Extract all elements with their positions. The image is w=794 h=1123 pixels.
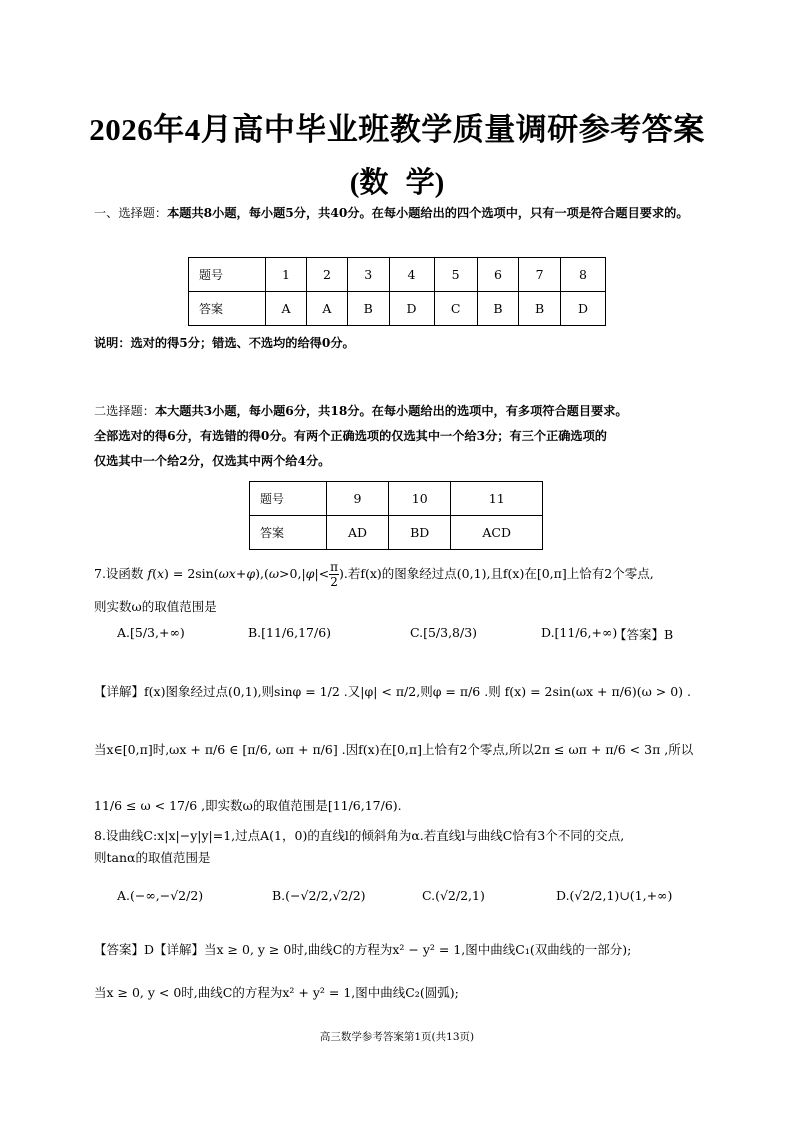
section2-label: 二选择题： [94, 404, 155, 418]
table-cell: 2 [306, 258, 347, 292]
q7-detail-line1 [94, 679, 714, 705]
q8-option-a: A.(−∞,−√2/2) [117, 888, 204, 903]
table-header-cell: 题号 [189, 258, 266, 292]
q8-option-d: D.(√2/2,1)∪(1,+∞) [556, 888, 673, 903]
section1-instruction [94, 201, 704, 226]
page-subtitle: (数 学) [349, 167, 445, 199]
table-cell: D [560, 292, 605, 326]
table-row [250, 482, 543, 516]
table-cell: 4 [389, 258, 434, 292]
section2-line2: 全部选对的得6分，有选错的得0分。有两个正确选项的仅选其中一个给3分；有三个正确选项的 [94, 429, 607, 443]
table-cell: ACD [451, 516, 543, 550]
section1-label: 一、选择题： [94, 206, 168, 220]
section1-text: 本题共8小题，每小题5分，共40分。在每小题给出的四个选项中，只有一项是符合题目要求的。 [167, 206, 689, 220]
table-row [189, 292, 606, 326]
section2-instruction [94, 399, 714, 474]
q8-stem-line2: 则tanα的取值范围是 [94, 850, 211, 865]
table-cell: 9 [327, 482, 389, 516]
table-cell: D [389, 292, 434, 326]
table-cell: BD [388, 516, 450, 550]
q8-stem-line1: 8.设曲线C:x|x|−y|y|=1,过点A(1，0)的直线l的倾斜角为α.若直线l与曲线C恰有3个不同的交点, [94, 828, 625, 843]
q7-answer: 【答案】B [614, 627, 674, 642]
q7-option-c: C.[5/3,8/3) [410, 625, 478, 640]
table-row [250, 516, 543, 550]
q7-stem-line2: 则实数ω的取值范围是 [94, 599, 217, 614]
table-cell: 6 [477, 258, 519, 292]
table-cell: B [477, 292, 519, 326]
table-cell: A [306, 292, 347, 326]
table-cell: 11 [451, 482, 543, 516]
table-cell: 5 [434, 258, 477, 292]
table-cell: AD [327, 516, 389, 550]
table-cell: A [266, 292, 307, 326]
q7-option-d: D.[11/6,+∞) [541, 625, 618, 640]
table-cell: 3 [347, 258, 389, 292]
q8-detail-line2: 当x ≥ 0, y < 0时,曲线C的方程为x² + y² = 1,图中曲线C₂(圆弧); [94, 985, 459, 1000]
section2-answer-table [249, 481, 543, 550]
q7-stem-prefix: 7.设函数 [94, 566, 144, 581]
table-row [189, 258, 606, 292]
q7-option-a: A.[5/3,+∞) [117, 625, 185, 640]
q7-option-b: B.[11/6,17/6) [248, 625, 332, 640]
table-header-cell: 答案 [250, 516, 327, 550]
q7-detail-line3: 11/6 ≤ ω < 17/6 ,即实数ω的取值范围是[11/6,17/6). [94, 798, 402, 813]
table-cell: 1 [266, 258, 307, 292]
section1-note [94, 331, 704, 356]
section2-line1: 本大题共3小题，每小题6分，共18分。在每小题给出的选项中，有多项符合题目要求。 [154, 404, 628, 418]
q7-detail-label: 【详解】 [94, 684, 145, 699]
page-footer: 高三数学参考答案第1页(共13页) [319, 1031, 475, 1043]
table-header-cell: 题号 [250, 482, 327, 516]
table-cell: C [434, 292, 477, 326]
table-cell: B [519, 292, 561, 326]
q7-detail-text1: f(x)图象经过点(0,1),则sinφ = 1/2 .又|φ| < π/2,则φ = π/6 .则 f(x) = 2sin(ωx + π/6)(ω > 0) . [144, 684, 692, 699]
table-cell: B [347, 292, 389, 326]
q7-stem: 7.设函数 f(x) = 2sin(ωx+φ),(ω>0,|φ|< $\frac{\pi}{2}$ ).若f(x)的图象经过点(0,1),且f(x)在[0,π]上恰有2个零点, [94, 560, 654, 589]
page-title: 2026年4月高中毕业班教学质量调研参考答案 [89, 112, 705, 147]
q8-detail-line1: 【答案】D【详解】当x ≥ 0, y ≥ 0时,曲线C的方程为x² − y² = 1,图中曲线C₁(双曲线的一部分); [94, 942, 632, 957]
q8-option-b: B.(−√2/2,√2/2) [272, 888, 366, 903]
table-cell: 7 [519, 258, 561, 292]
q7-detail-line2: 当x∈[0,π]时,ωx + π/6 ∈ [π/6, ωπ + π/6] .因f(x)在[0,π]上恰有2个零点,所以2π ≤ ωπ + π/6 < 3π ,所以 [94, 742, 694, 757]
table-header-cell: 答案 [189, 292, 266, 326]
table-cell: 10 [388, 482, 450, 516]
table-cell: 8 [560, 258, 605, 292]
q7-stem-suffix: .若f(x)的图象经过点(0,1),且f(x)在[0,π]上恰有2个零点, [343, 566, 654, 581]
section1-answer-table [188, 257, 606, 326]
q8-option-c: C.(√2/2,1) [422, 888, 485, 903]
section1-note-text: 说明：选对的得5分；错选、不选均的给得0分。 [94, 336, 355, 350]
section2-line3: 仅选其中一个给2分，仅选其中两个给4分。 [94, 454, 331, 468]
